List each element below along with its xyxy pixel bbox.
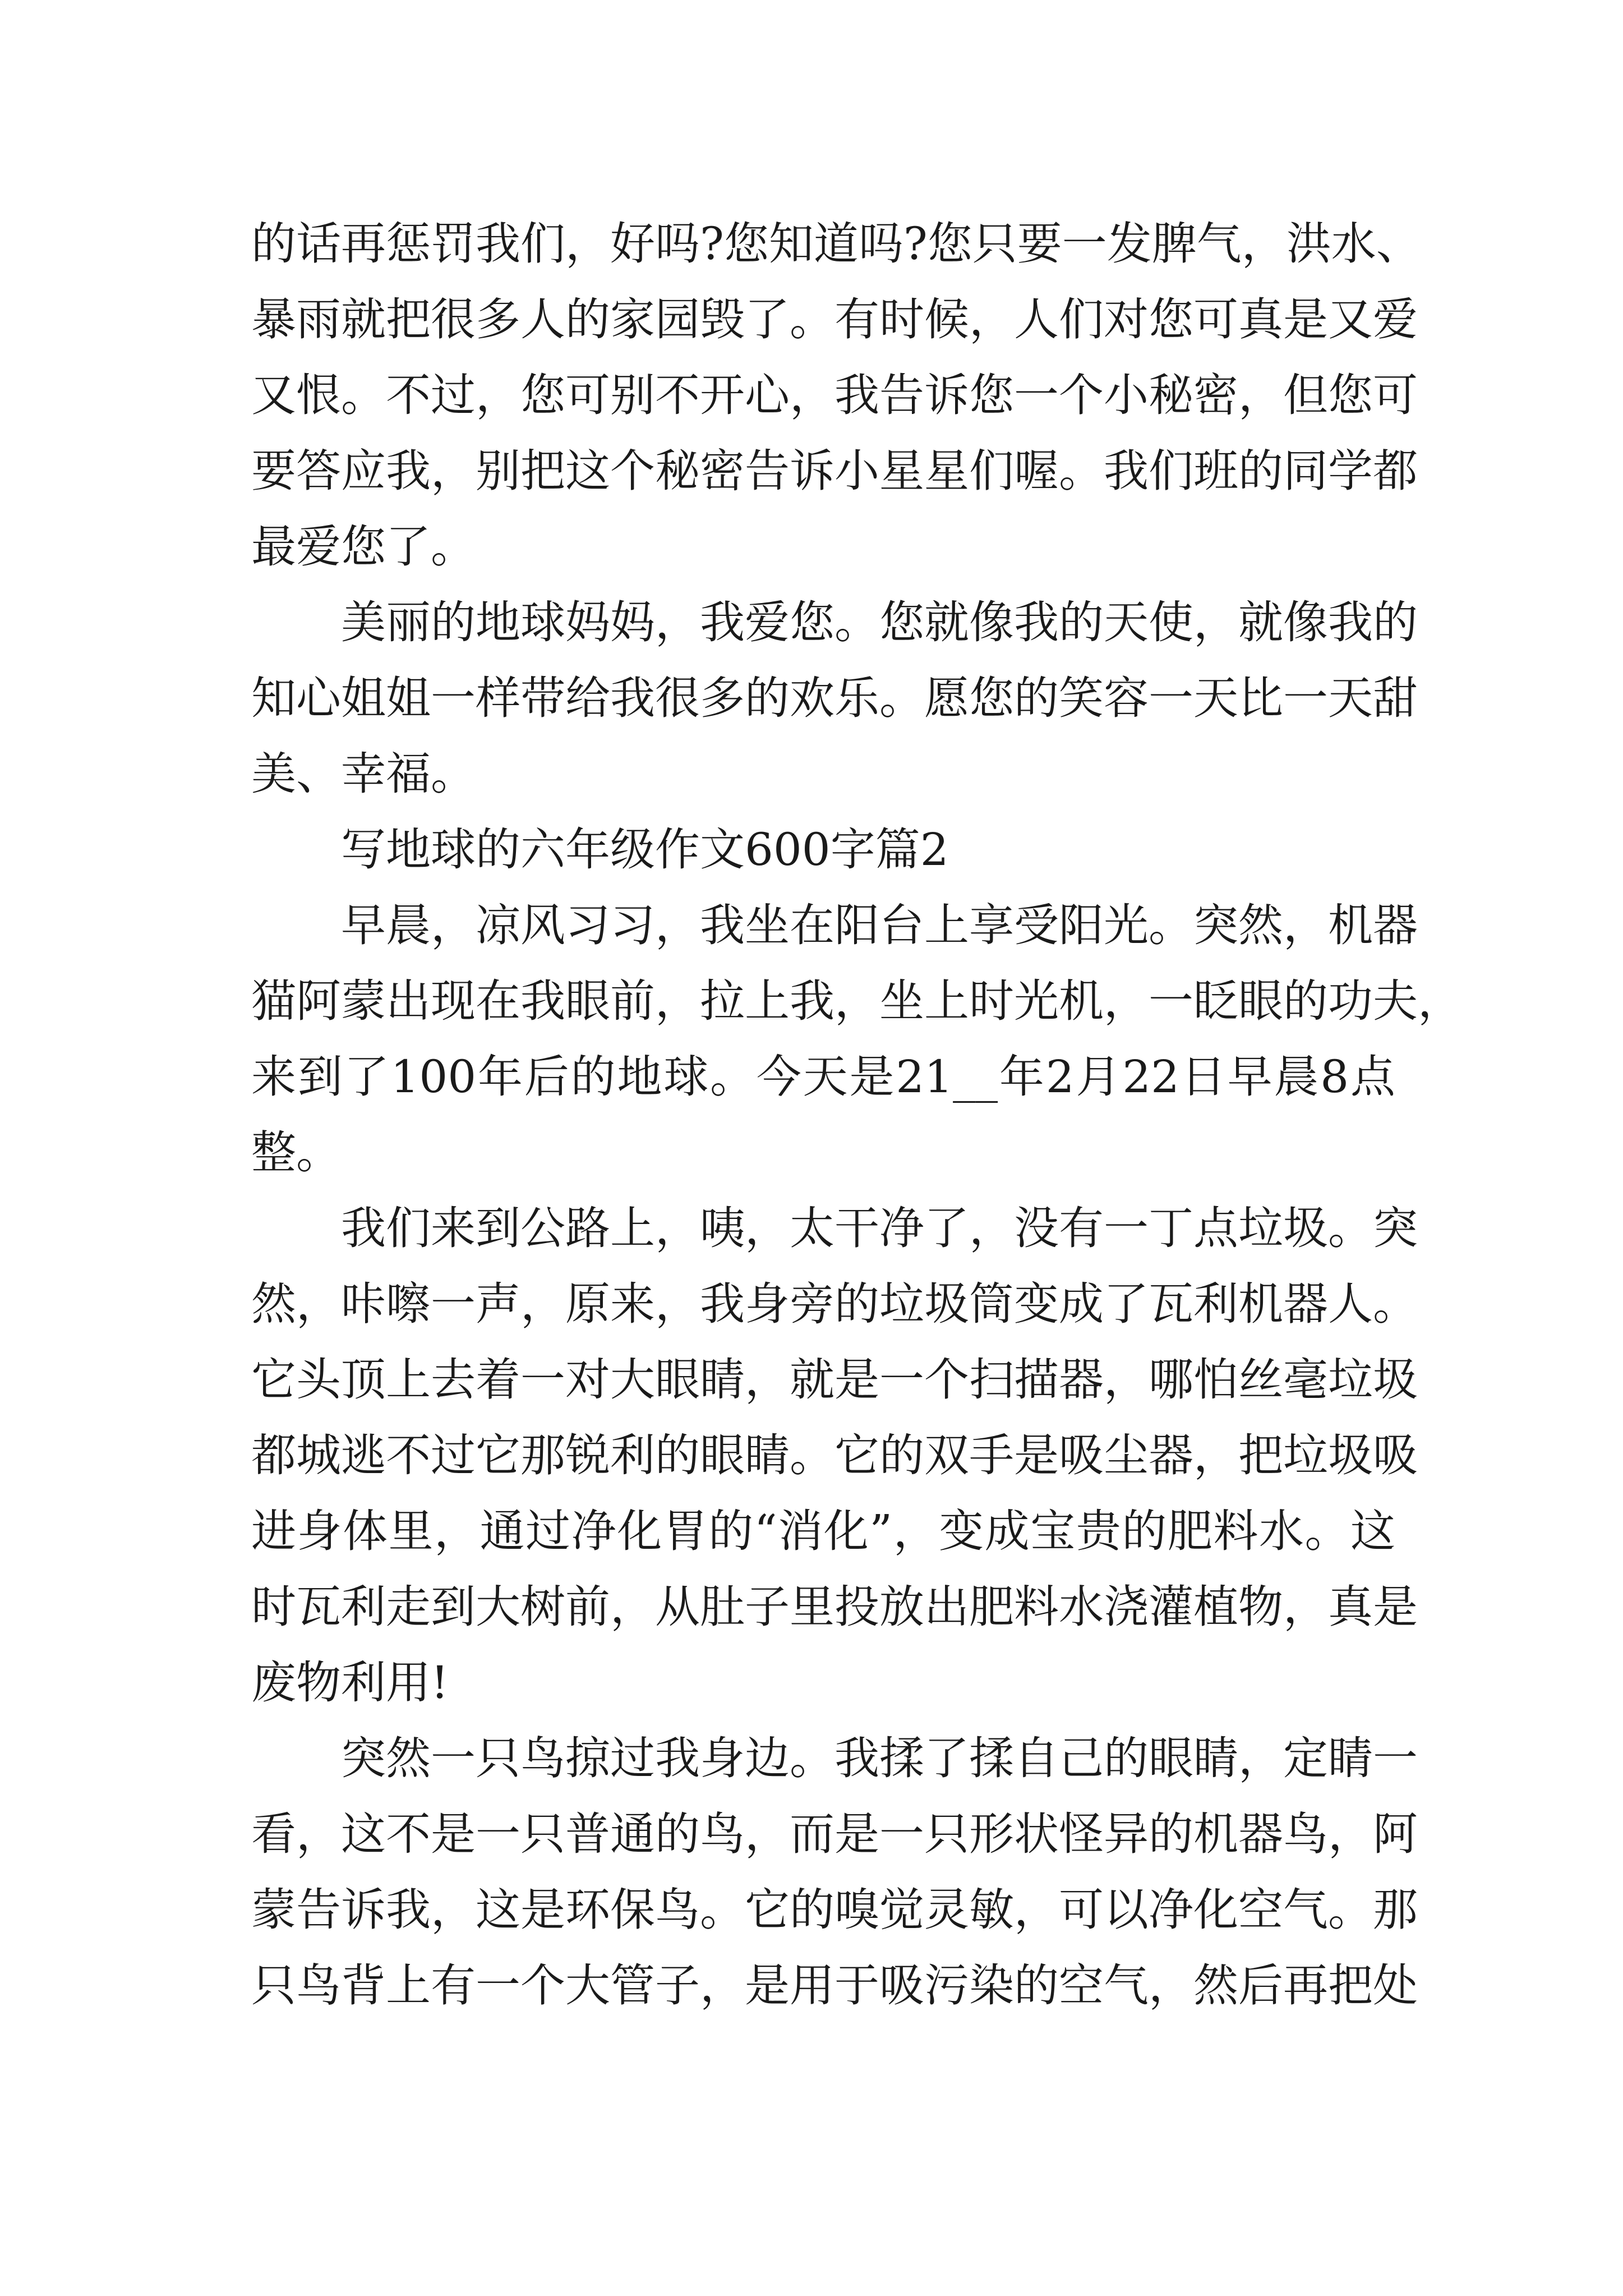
paragraph-text: 时瓦利走到大树前，从肚子里投放出肥料水浇灌植物，真是 <box>251 1581 1418 1633</box>
paragraph-text: 美、幸福。 <box>251 748 476 800</box>
text-line <box>0 1719 1623 1798</box>
text-line <box>0 1114 1623 1192</box>
paragraph-text: 都城逃不过它那锐利的眼睛。它的双手是吸尘器，把垃圾吸 <box>251 1429 1418 1481</box>
text-line <box>0 1795 1623 1874</box>
paragraph-text: 它头顶上去着一对大眼睛，就是一个扫描器，哪怕丝毫垃圾 <box>251 1354 1418 1406</box>
text-line <box>0 811 1623 889</box>
paragraph-text: 看，这不是一只普通的鸟，而是一只形状怪异的机器鸟，阿 <box>251 1808 1418 1860</box>
text-line <box>0 1341 1623 1419</box>
section-heading: 写地球的六年级作文600字篇2 <box>341 823 949 876</box>
paragraph-text: 又恨。不过，您可别不开心，我告诉您一个小秘密，但您可 <box>251 369 1418 421</box>
paragraph-text: 要答应我，别把这个秘密告诉小星星们喔。我们班的同学都 <box>251 445 1418 497</box>
text-line <box>0 1871 1623 1949</box>
text-line <box>0 1265 1623 1343</box>
paragraph-text: 蒙告诉我，这是环保鸟。它的嗅觉灵敏，可以净化空气。那 <box>251 1884 1418 1936</box>
text-line <box>0 432 1623 510</box>
paragraph-continuation: 的话再惩罚我们，好吗?您知道吗?您只要一发脾气，洪水、 <box>251 218 1421 270</box>
text-line <box>0 1038 1623 1116</box>
text-line <box>0 962 1623 1041</box>
text-line <box>0 735 1623 813</box>
paragraph-text: 最爱您了。 <box>251 521 476 573</box>
text-line <box>0 508 1623 586</box>
text-line <box>0 356 1623 435</box>
text-line <box>0 1644 1623 1722</box>
text-line <box>0 205 1623 283</box>
paragraph-text: 只鸟背上有一个大管子，是用于吸污染的空气，然后再把处 <box>251 1959 1418 2012</box>
text-line <box>0 1416 1623 1495</box>
text-line <box>0 280 1623 359</box>
paragraph-first-line: 早晨，凉风习习，我坐在阳台上享受阳光。突然，机器 <box>341 899 1418 951</box>
paragraph-text: 进身体里，通过净化胃的“消化”，变成宝贵的肥料水。这 <box>251 1505 1395 1557</box>
paragraph-text: 废物利用! <box>251 1657 449 1709</box>
paragraph-first-line: 我们来到公路上，咦，太干净了，没有一丁点垃圾。突 <box>341 1202 1418 1254</box>
paragraph-text: 猫阿蒙出现在我眼前，拉上我，坐上时光机，一眨眼的功夫， <box>251 975 1463 1027</box>
text-line <box>0 659 1623 738</box>
text-line <box>0 1568 1623 1646</box>
paragraph-text: 知心姐姐一样带给我很多的欢乐。愿您的笑容一天比一天甜 <box>251 672 1418 724</box>
paragraph-text: 来到了100年后的地球。今天是21__年2月22日早晨8点 <box>251 1051 1395 1103</box>
text-line <box>0 1189 1623 1268</box>
text-line <box>0 583 1623 662</box>
paragraph-text: 暴雨就把很多人的家园毁了。有时候，人们对您可真是又爱 <box>251 293 1418 346</box>
text-line <box>0 1492 1623 1571</box>
text-line <box>0 1947 1623 2025</box>
paragraph-first-line: 突然一只鸟掠过我身边。我揉了揉自己的眼睛，定睛一 <box>341 1732 1418 1784</box>
paragraph-text: 然，咔嚓一声，原来，我身旁的垃圾筒变成了瓦利机器人。 <box>251 1278 1418 1330</box>
paragraph-text: 整。 <box>251 1126 341 1179</box>
paragraph-first-line: 美丽的地球妈妈，我爱您。您就像我的天使，就像我的 <box>341 596 1418 648</box>
text-line <box>0 886 1623 965</box>
